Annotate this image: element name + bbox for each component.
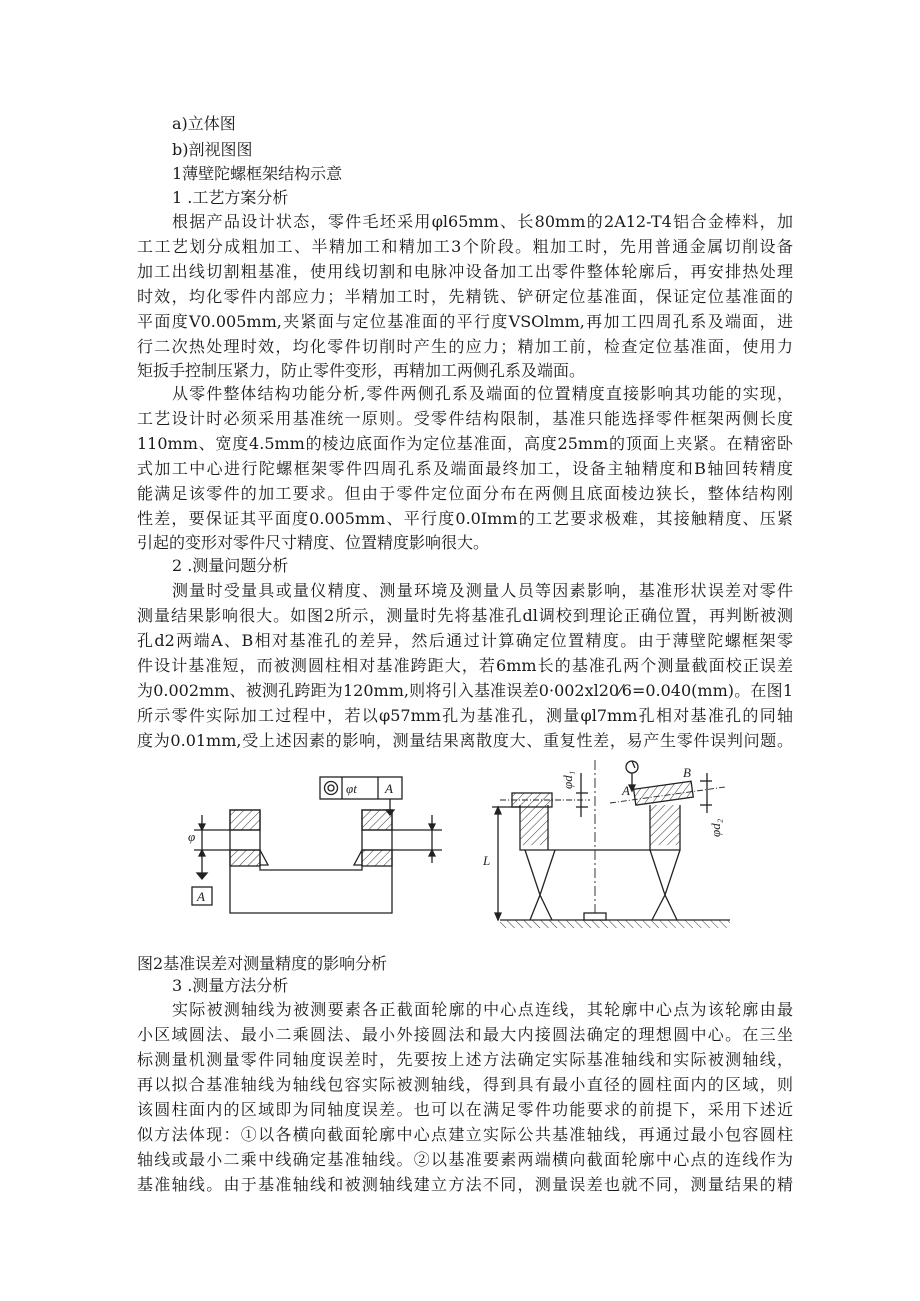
right-diagram bbox=[492, 760, 730, 928]
paragraph-line: 性差，要保证其平面度0.005mm、平行度0.0Imm的工艺要求极难，其接触精度、压紧 bbox=[137, 509, 793, 528]
dimension-phi-label: φ bbox=[188, 829, 196, 844]
paragraph-line: 时效，均化零件内部应力；半精加工时，先精铣、铲研定位基准面，保证定位基准面的 bbox=[137, 287, 793, 306]
paragraph-line: 引起的变形对零件尺寸精度、位置精度影响很大。 bbox=[137, 533, 490, 552]
paragraph-line: 测量时受量具或量仪精度、测量环境及测量人员等因素影响，基准形状误差对零件 bbox=[172, 581, 793, 600]
paragraph-line: 孔d2两端A、B相对基准孔的差异，然后通过计算确定位置精度。由于薄壁陀螺框架零 bbox=[137, 631, 793, 650]
paragraph-line: 平面度V0.005mm,夹紧面与定位基准面的平行度VSOlmm,再加工四周孔系及端面，进 bbox=[137, 312, 793, 331]
paragraph-line: 件设计基准短，而被测圆柱相对基准跨距大，若6mm长的基准孔两个测量截面校正误差 bbox=[137, 656, 793, 675]
section-heading-1: 1 .工艺方案分析 bbox=[172, 188, 289, 207]
d1-label: φd₁ bbox=[560, 770, 575, 789]
paragraph-line: 为0.002mm、被测孔跨距为120mm,则将引入基准误差0·002xl20⁄6=0.040(mm)。在图1 bbox=[137, 681, 793, 700]
left-diagram bbox=[192, 777, 442, 913]
caption-line-a: a)立体图 bbox=[172, 114, 236, 133]
paragraph-line: 该圆柱面内的区域即为同轴度误差。也可以在满足零件功能要求的前提下，采用下述近 bbox=[137, 1100, 793, 1119]
paragraph-line: 从零件整体结构功能分析,零件两侧孔系及端面的位置精度直接影响其功能的实现， bbox=[172, 384, 793, 403]
paragraph-line: 轴线或最小二乘中线确定基准轴线。②以基准要素两端横向截面轮廓中心点的连线作为 bbox=[137, 1150, 793, 1169]
paragraph-line: 标测量机测量零件同轴度误差时，先要按上述方法确定实际基准轴线和实际被测轴线， bbox=[137, 1050, 793, 1069]
paragraph-line: 实际被测轴线为被测要素各正截面轮廓的中心点连线，其轮廓中心点为该轮廓由最 bbox=[172, 1000, 793, 1019]
datum-box-label: A bbox=[197, 889, 205, 904]
caption-line-b: b)剖视图图 bbox=[172, 140, 253, 159]
paragraph-line: 所示零件实际加工过程中，若以φ57mm孔为基准孔，测量φl7mm孔相对基准孔的同轴 bbox=[137, 706, 793, 725]
figure-1-caption: 1薄壁陀螺框架结构示意 bbox=[172, 164, 343, 183]
figure-2-caption: 图2基准误差对测量精度的影响分析 bbox=[137, 954, 388, 973]
paragraph-line: 式加工中心进行陀螺框架零件四周孔系及端面最终加工，设备主轴精度和B轴回转精度 bbox=[137, 459, 793, 478]
length-l-label: L bbox=[483, 853, 491, 868]
paragraph-line: 能满足该零件的加工要求。但由于零件定位面分布在两侧且底面棱边狭长，整体结构刚 bbox=[137, 484, 793, 503]
paragraph-line: 测量结果影响很大。如图2所示，测量时先将基准孔dl调校到理论正确位置，再判断被测 bbox=[137, 606, 793, 625]
paragraph-line: 度为0.01mm,受上述因素的影响，测量结果离散度大、重复性差，易产生零件误判问题。 bbox=[137, 731, 793, 750]
section-heading-3: 3 .测量方法分析 bbox=[172, 976, 289, 995]
paragraph-line: 似方法体现：①以各横向截面轮廓中心点建立实际公共基准轴线，再通过最小包容圆柱 bbox=[137, 1125, 793, 1144]
paragraph-line: 110mm、宽度4.5mm的棱边底面作为定位基准面，高度25mm的顶面上夹紧。在精密卧 bbox=[137, 434, 793, 453]
section-heading-2: 2 .测量问题分析 bbox=[172, 556, 289, 575]
paragraph-line: 工艺设计时必须采用基准统一原则。受零件结构限制，基准只能选择零件框架两侧长度 bbox=[137, 409, 793, 428]
paragraph-line: 矩扳手控制压紧力，防止零件变形，再精加工两侧孔系及端面。 bbox=[137, 361, 586, 380]
paragraph-line: 根据产品设计状态，零件毛坯采用φl65mm、长80mm的2A12-T4铝合金棒料，加 bbox=[172, 212, 793, 231]
paragraph-line: 行二次热处理时效，均化零件切削时产生的应力；精加工前，检查定位基准面，使用力 bbox=[137, 337, 793, 356]
paragraph-line: 工工艺划分成粗加工、半精加工和精加工3个阶段。粗加工时，先用普通金属切削设备 bbox=[137, 237, 793, 256]
datum-reference: A bbox=[385, 781, 393, 796]
point-b-label: B bbox=[683, 765, 691, 780]
tolerance-value: φt bbox=[346, 781, 357, 796]
figure-2-diagram bbox=[180, 755, 740, 945]
point-a-label: A bbox=[622, 783, 630, 798]
paragraph-line: 基准轴线。由于基准轴线和被测轴线建立方法不同，测量误差也就不同，测量结果的精 bbox=[137, 1175, 793, 1194]
paragraph-line: 加工出线切割粗基准，使用线切割和电脉冲设备加工出零件整体轮廓后，再安排热处理 bbox=[137, 262, 793, 281]
d2-label: φd₂ bbox=[708, 818, 723, 837]
paragraph-line: 小区域圆法、最小二乘圆法、最小外接圆法和最大内接圆法确定的理想圆中心。在三坐 bbox=[137, 1025, 793, 1044]
paragraph-line: 再以拟合基准轴线为轴线包容实际被测轴线，得到具有最小直径的圆柱面内的区域，则 bbox=[137, 1075, 793, 1094]
